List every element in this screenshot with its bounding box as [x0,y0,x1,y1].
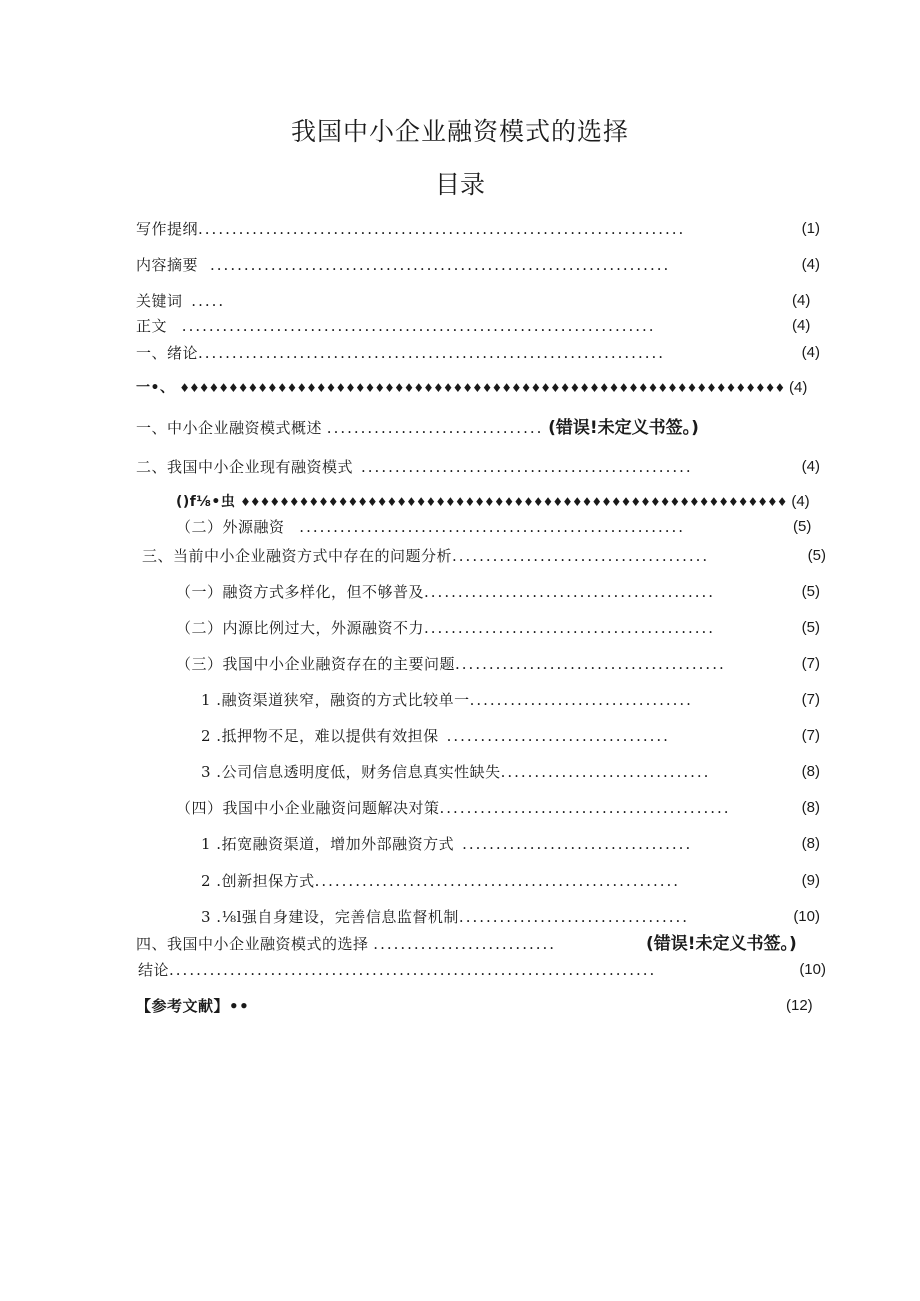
toc-page: (4) [792,317,811,334]
toc-page: (5) [801,619,820,636]
toc-label: 【参考文献】•• [136,997,250,1015]
toc-page: (4) [792,292,811,309]
toc-page: (7) [801,691,820,708]
toc-entry-keywords[interactable] [136,290,820,312]
toc-label: （二）内源比例过大，外源融资不力 [176,619,425,637]
toc-label: 一、绪论 [136,344,199,362]
toc-entry-diversified[interactable] [176,581,820,603]
toc-entry-countermeasures[interactable] [176,797,820,819]
toc-page: (1) [801,220,820,237]
toc-label: （二）外源融资 [176,518,285,536]
toc-leader: ................................. [446,727,670,745]
toc-entry-transparency[interactable] [201,761,820,783]
toc-label: 2 .抵押物不足，难以提供有效担保 [201,727,439,745]
toc-label: 内容摘要 [136,256,199,274]
toc-leader: .................................................................... [210,256,671,274]
toc-entry-garbled-1[interactable] [136,377,808,399]
toc-leader: ........................................... [424,583,716,601]
toc-leader: ..... [191,292,226,310]
toc-entry-guarantee[interactable] [201,870,820,892]
toc-page: (4) [801,458,820,475]
toc-entry-collateral[interactable] [201,725,820,747]
toc-label: 四、我国中小企业融资模式的选择 [136,935,369,953]
toc-page: (4) [801,344,820,361]
toc-leader: ......................................................... [299,518,686,536]
toc-entry-overview[interactable] [136,417,826,439]
toc-leader: ........................................... [424,619,716,637]
toc-entry-conclusion[interactable] [138,959,826,981]
toc-label: 写作提纲 [136,220,199,238]
toc-entry-references[interactable] [136,995,820,1017]
toc-page: (9) [801,872,820,889]
toc-page: (10) [793,908,820,925]
toc-leader: ........................................................................ [169,961,657,979]
toc-entry-narrow-channels[interactable] [201,689,820,711]
toc-page: (5) [793,518,812,535]
toc-leader: ........................................... [439,799,731,817]
toc-page: (5) [801,583,820,600]
toc-entry-problem-analysis[interactable] [142,545,826,567]
toc-entry-external-financing[interactable] [176,516,820,538]
toc-entry-abstract[interactable] [136,254,820,276]
toc-page: (4) [791,493,810,510]
document-title: 我国中小企业融资模式的选择 [290,117,629,146]
toc-label: 结论 [138,961,170,979]
toc-label: 关键词 [136,292,183,310]
toc-label: 一、中小企业融资模式概述 [136,419,323,437]
toc-leader: ...................................... [452,547,710,565]
toc-heading: 目录 [434,170,485,199]
toc-page: (7) [801,727,820,744]
toc-label: 2 .创新担保方式 [201,872,315,890]
toc-label: 一•、 [136,380,175,396]
toc-entry-main-problems[interactable] [176,653,820,675]
toc-leader: ♦♦♦♦♦♦♦♦♦♦♦♦♦♦♦♦♦♦♦♦♦♦♦♦♦♦♦♦♦♦♦♦♦♦♦♦♦♦♦♦♦♦♦♦♦♦♦♦♦♦♦♦♦♦♦♦♦♦♦♦♦♦ [179,381,785,395]
toc-label: （四）我国中小企业融资问题解决对策 [176,799,440,817]
toc-page: (10) [799,961,826,978]
toc-entry-garbled-2[interactable] [176,491,810,513]
toc-label: 二、我国中小企业现有融资模式 [136,458,354,476]
toc-entry-existing-models[interactable] [136,456,820,478]
toc-page: (12) [786,997,813,1014]
toc-label: 1 .融资渠道狭窄，融资的方式比较单一 [201,691,470,709]
toc-entry-self-building[interactable] [201,906,820,928]
toc-page-error: (错误!未定义书签。) [548,418,699,438]
toc-page-error: (错误!未定义书签。) [646,934,797,954]
toc-leader: ................................................. [361,458,693,476]
toc-label: （一）融资方式多样化，但不够普及 [176,583,425,601]
toc-leader: ............................... [500,763,711,781]
toc-leader: ...................................................................... [181,317,656,335]
toc-leader: ♦♦♦♦♦♦♦♦♦♦♦♦♦♦♦♦♦♦♦♦♦♦♦♦♦♦♦♦♦♦♦♦♦♦♦♦♦♦♦♦♦♦♦♦♦♦♦♦♦♦♦♦♦♦♦♦ [240,495,787,509]
toc-label: 3 .公司信息透明度低，财务信息真实性缺失 [201,763,501,781]
toc-leader: ........................................ [455,655,726,673]
toc-entry-writing-outline[interactable] [136,218,820,240]
toc-entry-internal-ratio[interactable] [176,617,820,639]
toc-label: （三）我国中小企业融资存在的主要问题 [176,655,456,673]
toc-page: (8) [801,799,820,816]
toc-label: ()f⅛•虫 [176,494,236,510]
toc-page: (4) [801,256,820,273]
toc-leader: .................................. [462,835,693,853]
toc-entry-broaden-channels[interactable] [201,833,820,855]
toc-leader: ...................................................... [314,872,681,890]
toc-page: (4) [789,379,808,396]
toc-entry-main-text[interactable] [136,315,820,337]
toc-page: (7) [801,655,820,672]
toc-leader: ........................... [373,935,557,953]
toc-entry-model-choice[interactable] [136,933,826,955]
toc-leader: ................................. [469,691,693,709]
toc-leader: ................................ [326,419,544,437]
toc-page: (5) [807,547,826,564]
toc-label: 正文 [136,317,168,335]
toc-label: 1 .拓宽融资渠道，增加外部融资方式 [201,835,455,853]
toc-label: 3 .⅛l强自身建设，完善信息监督机制 [201,908,459,926]
toc-leader: ........................................................................ [198,220,686,238]
toc-label: 三、当前中小企业融资方式中存在的问题分析 [142,547,453,565]
toc-page: (8) [801,835,820,852]
toc-page: (8) [801,763,820,780]
toc-entry-introduction[interactable] [136,342,820,364]
toc-leader: ..................................................................... [198,344,666,362]
toc-leader: .................................. [458,908,690,926]
